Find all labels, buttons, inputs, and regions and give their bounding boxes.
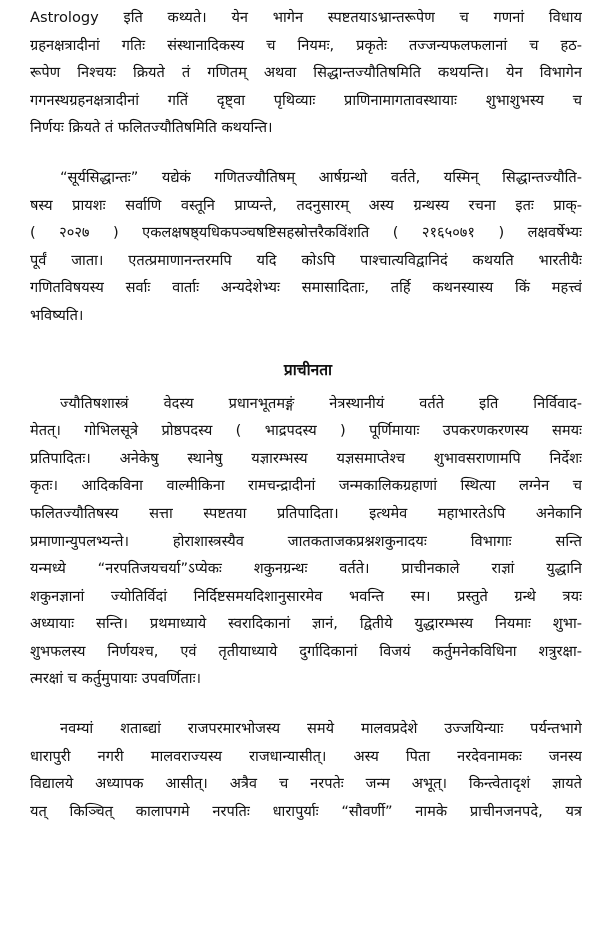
text-line: कृतः। आदिकविना वाल्मीकिना रामचन्द्रादीनां जन्मकालिकग्रहाणां स्थित्या लग्नेन च — [30, 477, 582, 495]
text-line: शकुनज्ञानां ज्योतिर्विदां निर्दिष्टसमयदिशानुसारमेव भवन्ति स्म। प्रस्तुते ग्रन्थे त्रयः — [30, 587, 582, 605]
text-line: त्मरक्षां च कर्तुमुपायाः उपवर्णिताः। — [30, 670, 202, 688]
text-line: “सूर्यसिद्धान्तः” यद्येकं गणितज्यौतिषम् आर्षग्रन्थो वर्तते, यस्मिन् सिद्धान्तज्यौति- — [60, 168, 582, 186]
text-line: धारापुरी नगरी मालवराज्यस्य राजधान्यासीत्। अस्य पिता नरदेवनामकः जनस्य — [30, 747, 582, 765]
paragraph-astrology-definition — [30, 4, 582, 142]
text-line: पूर्वं जाता। एतत्प्रमाणानन्तरमपि यदि कोऽपि पाश्चात्यविद्वानिदं कथयति भारतीयैः — [30, 251, 582, 269]
text-line: विद्यालये अध्यापक आसीत्। अत्रैव च नरपतेः जन्म अभूत्। किन्त्वेतादृशं ज्ञायते — [30, 775, 582, 793]
text-line: गणितविषयस्य सर्वाः वार्ताः अन्यदेशेभ्यः समासादिताः, तर्हि कथनस्यास्य किं महत्त्वं — [30, 279, 582, 297]
text-line: यन्मध्ये “नरपतिजयचर्या”ऽप्येकः शकुनग्रन्थः वर्तते। प्राचीनकाले राज्ञां युद्धानि — [30, 560, 582, 578]
text-line: प्रमाणान्युपलभ्यन्ते। होराशास्त्रस्यैव जातकताजकप्रश्नशकुनादयः विभागाः सन्ति — [30, 532, 582, 550]
paragraph-antiquity — [30, 390, 582, 694]
text-line: प्रतिपादितः। अनेकेषु स्थानेषु यज्ञारम्भस्य यज्ञसमाप्तेश्च शुभावसराणामपि निर्देशः — [30, 449, 582, 467]
text-line: यत् किञ्चित् कालापगमे नरपतिः धारापुर्याः “सौवर्णी” नामके प्राचीनजनपदे, यत्र — [30, 802, 582, 820]
text-line: नवम्यां शताब्द्यां राजपरमारभोजस्य समये मालवप्रदेशे उज्जयिन्याः पर्यन्तभागे — [60, 720, 582, 738]
text-line: गगनस्थग्रहनक्षत्रादीनां गतिं दृष्ट्वा पृथिव्याः प्राणिनामागतावस्थायाः शुभाशुभस्य च — [30, 91, 582, 109]
paragraph-surya-siddhanta — [30, 164, 582, 330]
section-heading: प्राचीनता — [283, 360, 333, 379]
document-page — [30, 4, 582, 825]
paragraph-narapati-history — [30, 715, 582, 825]
text-line: मेतत्। गोभिलसूत्रे प्रोष्ठपदस्य ( भाद्रपदस्य ) पूर्णिमायाः उपकरणकरणस्य समयः — [30, 422, 582, 440]
text-line: अध्यायाः सन्ति। प्रथमाध्याये स्वरादिकानां ज्ञानं, द्वितीये युद्धारम्भस्य नियमाः शुभा- — [30, 615, 582, 633]
text-line: ज्यौतिषशास्त्रं वेदस्य प्रधानभूतमङ्गं नेत्रस्थानीयं वर्तते इति निर्विवाद- — [60, 394, 582, 412]
text-line: शुभफलस्य निर्णयश्च, एवं तृतीयाध्याये दुर्गादिकानां विजयं कर्तुमनेकविधिना शत्रुरक्षा- — [30, 642, 582, 660]
text-line: ग्रहनक्षत्रादीनां गतिः संस्थानादिकस्य च नियमः, प्रकृतेः तज्जन्यफलफलानां च हठ- — [30, 36, 582, 54]
text-line: रूपेण निश्चयः क्रियते तं गणितम् अथवा सिद्धान्तज्यौतिषमिति कथयन्ति। येन विभागेन — [30, 64, 582, 82]
text-line: फलितज्यौतिषस्य सत्ता स्पष्टतया प्रतिपादिता। इत्थमेव महाभारतेऽपि अनेकानि — [30, 504, 582, 522]
text-line: निर्णयः क्रियते तं फलितज्यौतिषमिति कथयन्ति। — [30, 119, 273, 137]
text-line: भविष्यति। — [30, 306, 84, 324]
text-line: ( २०२७ ) एकलक्षषष्ठ्यधिकपञ्चषष्टिसहस्रोत्तरैकविंशति ( २१६५०७१ ) लक्षवर्षेभ्यः — [30, 224, 582, 242]
text-line: षस्य प्रायशः सर्वाणि वस्तूनि प्राप्यन्ते, तदनुसारम् अस्य ग्रन्थस्य रचना इतः प्राक्- — [30, 196, 582, 214]
text-line: Astrology इति कथ्यते। येन भागेन स्पष्टतयाऽभ्रान्तरूपेण च गणनां विधाय — [30, 9, 582, 26]
